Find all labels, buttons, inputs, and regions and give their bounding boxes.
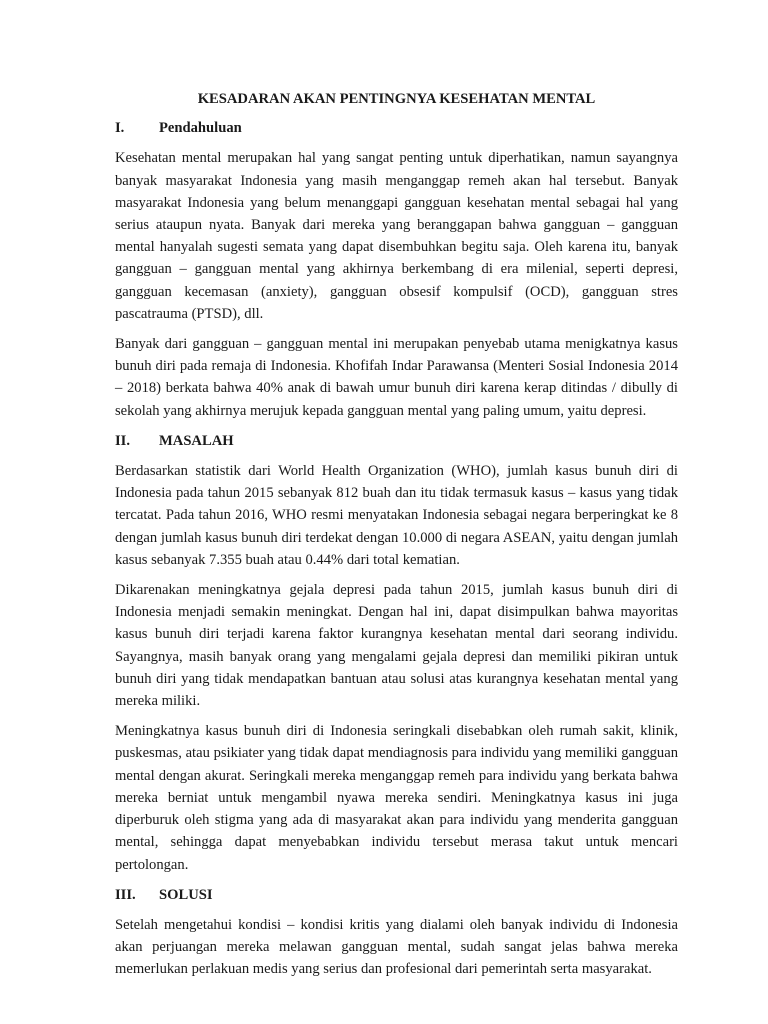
document-page <box>115 88 678 989</box>
paragraph: Setelah mengetahui kondisi – kondisi kritis yang dialami oleh banyak individu di Indonesia akan perjuangan mereka melawan gangguan mental, sudah sangat jelas bahwa mereka memerlukan perlakuan medis yang serius dan profesional dari pemerintah serta masyarakat. <box>115 916 678 978</box>
paragraph: Berdasarkan statistik dari World Health Organization (WHO), jumlah kasus bunuh diri di Indonesia pada tahun 2015 sebanyak 812 buah dan itu tidak termasuk kasus – kasus yang tidak tercatat. Pada tahun 2016, WHO resmi menyatakan Indonesia sebagai negara berperingkat ke 8 dengan jumlah kasus bunuh diri terdekat dengan 10.000 di negara ASEAN, yaitu dengan jumlah kasus sebanyak 7.355 buah atau 0.44% dari total kematian. <box>115 463 678 568</box>
section-heading-pendahuluan <box>115 117 678 139</box>
section-number: I. <box>115 120 125 137</box>
section-number: III. <box>115 886 136 903</box>
section-title: SOLUSI <box>159 886 213 903</box>
section-title: MASALAH <box>159 432 234 449</box>
paragraph: Kesehatan mental merupakan hal yang sangat penting untuk diperhatikan, namun sayangnya banyak masyarakat Indonesia yang masih menganggap remeh akan hal tersebut. Banyak masyarakat Indonesia yang belum menanggapi gangguan kesehatan mental sebagai hal yang serius ataupun nyata. Banyak dari mereka yang beranggapan bahwa gangguan – gangguan mental hanyalah sugesti semata yang dapat disembuhkan begitu saja. Oleh karena itu, banyak gangguan – gangguan mental yang akhirnya berkembang di era milenial, seperti depresi, gangguan kecemasan (anxiety), gangguan obsesif kompulsif (OCD), gangguan stres pascatrauma (PTSD), dll. <box>115 150 678 322</box>
document-title: KESADARAN AKAN PENTINGNYA KESEHATAN MENTAL <box>197 91 596 107</box>
section-heading-masalah <box>115 430 678 452</box>
section-number: II. <box>115 432 131 449</box>
paragraph: Dikarenakan meningkatnya gejala depresi pada tahun 2015, jumlah kasus bunuh diri di Indonesia menjadi semakin meningkat. Dengan hal ini, dapat disimpulkan bahwa mayoritas kasus bunuh diri terjadi karena faktor kurangnya kesehatan mental dari seorang individu. Sayangnya, masih banyak orang yang mengalami gejala depresi dan memiliki pikiran untuk bunuh diri yang tidak mendapatkan bantuan atau solusi atas kurangnya kesehatan mental yang mereka miliki. <box>115 582 678 710</box>
section-heading-solusi <box>115 884 678 906</box>
section-title: Pendahuluan <box>159 120 242 137</box>
paragraph: Meningkatnya kasus bunuh diri di Indonesia seringkali disebabkan oleh rumah sakit, klinik, puskesmas, atau psikiater yang tidak dapat mendiagnosis para individu yang memiliki gangguan mental dengan akurat. Seringkali mereka menganggap remeh para individu yang berkata bahwa mereka berniat untuk mengambil nyawa mereka sendiri. Meningkatnya kasus ini juga diperburuk oleh stigma yang ada di masyarakat akan para individu yang menderita gangguan mental, sehingga dapat menyebabkan individu tersebut merasa takut untuk mencari pertolongan. <box>115 723 678 873</box>
paragraph: Banyak dari gangguan – gangguan mental ini merupakan penyebab utama menigkatnya kasus bunuh diri pada remaja di Indonesia. Khofifah Indar Parawansa (Menteri Sosial Indonesia 2014 – 2018) berkata bahwa 40% anak di bawah umur bunuh diri karena kerap ditindas / dibully di sekolah yang akhirnya merujuk kepada gangguan mental yang paling umum, yaitu depresi. <box>115 336 678 419</box>
